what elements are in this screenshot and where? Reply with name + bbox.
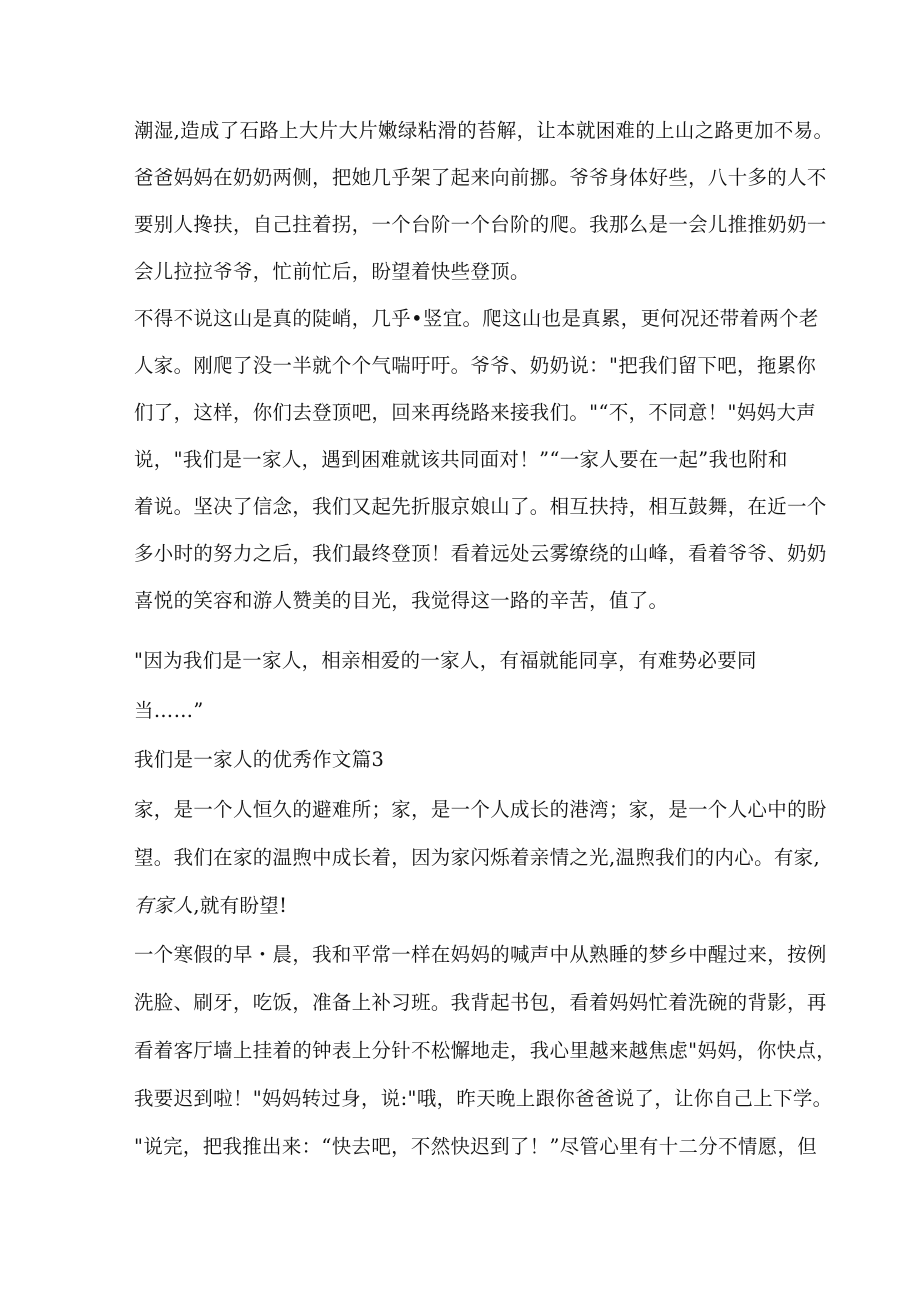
paragraph-2-line-7: 喜悦的笑容和游人赞美的目光，我觉得这一路的辛苦，值了。 bbox=[134, 589, 669, 612]
paragraph-5-line-4: 我要迟到啦！"妈妈转过身，说:"哦，昨天晚上跟你爸爸说了，让你自己上下学。 bbox=[134, 1087, 833, 1110]
paragraph-2-line-1: 不得不说这山是真的陡峭，几乎•竖宜。爬这山也是真累，更何况还带着两个老 bbox=[134, 307, 819, 330]
paragraph-4-line-3 bbox=[134, 893, 814, 919]
italic-phrase: 有家人 bbox=[134, 894, 194, 917]
paragraph-4-line-2: 望。我们在家的温煦中成长着，因为家闪烁着亲情之光,温煦我们的内心。有家, bbox=[134, 846, 821, 869]
paragraph-1-line-4: 会儿拉拉爷爷，忙前忙后，盼望着快些登顶。 bbox=[134, 260, 530, 283]
paragraph-3-line-1: "因为我们是一家人，相亲相爱的一家人，有福就能同享，有难势必要同 bbox=[134, 649, 757, 672]
paragraph-5-line-3: 看着客厅墙上挂着的钟表上分针不松懈地走，我心里越来越焦虑"妈妈，你快点， bbox=[134, 1039, 836, 1062]
paragraph-2-line-3: 们了，这样，你们去登顶吧，回来再绕路来接我们。"“不，不同意！"妈妈大声 bbox=[134, 401, 817, 424]
paragraph-1-line-1: 潮湿,造成了石路上大片大片嫩绿粘滑的苔解，让本就困难的上山之路更加不易。 bbox=[134, 119, 834, 142]
paragraph-5-line-1: 一个寒假的早・晨，我和平常一样在妈妈的喊声中从熟睡的梦乡中醒过来，按例 bbox=[134, 943, 827, 966]
paragraph-1-line-2: 爸爸妈妈在奶奶两侧，把她几乎架了起来向前挪。爷爷身体好些，八十多的人不 bbox=[134, 166, 827, 189]
paragraph-2-line-6: 多小时的努力之后，我们最终登顶！看着远处云雾缭绕的山峰，看着爷爷、奶奶 bbox=[134, 542, 827, 565]
section-heading: 我们是一家人的优秀作文篇3 bbox=[134, 748, 385, 771]
paragraph-4-line-1: 家，是一个人恒久的避难所；家，是一个人成长的港湾；家，是一个人心中的盼 bbox=[134, 798, 827, 821]
line-rest: ,就有盼望! bbox=[193, 894, 288, 917]
paragraph-2-line-5: 着说。坚决了信念，我们又起先折服京娘山了。相互扶持，相互鼓舞，在近一个 bbox=[134, 495, 827, 518]
paragraph-2-line-2: 人家。刚爬了没一半就个个气喘吁吁。爷爷、奶奶说："把我们留下吧，拖累你 bbox=[134, 354, 817, 377]
paragraph-5-line-5: "说完，把我推出来：“快去吧，不然快迟到了！”尽管心里有十二分不情愿，但 bbox=[134, 1135, 818, 1158]
paragraph-2-line-4: 说，"我们是一家人，遇到困难就该共同面对！”“一家人要在一起”我也附和 bbox=[134, 448, 788, 471]
paragraph-3-line-2: 当……” bbox=[134, 699, 204, 722]
paragraph-5-line-2: 洗脸、刷牙，吃饭，准备上补习班。我背起书包，看着妈妈忙着洗碗的背影，再 bbox=[134, 991, 827, 1014]
paragraph-1-line-3: 要别人搀扶，自己拄着拐，一个台阶一个台阶的爬。我那么是一会儿推推奶奶一 bbox=[134, 213, 827, 236]
